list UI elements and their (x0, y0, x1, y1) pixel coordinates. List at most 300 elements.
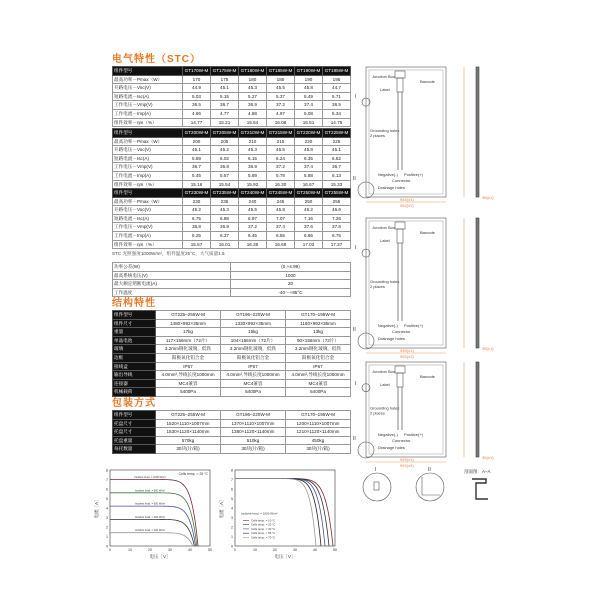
table-cell: 450kg (286, 436, 351, 445)
electrical-table-2 (112, 128, 351, 189)
y-tick-label: 3 (231, 515, 233, 520)
row-label: 单晶电池 (113, 336, 156, 345)
electrical-table-3 (112, 188, 351, 249)
table-cell: 5.89 (183, 154, 211, 163)
table-cell: 6.45 (239, 231, 267, 240)
table-cell: 45.3 (239, 146, 267, 155)
table-cell: GT170–195W-M (286, 411, 351, 420)
packing-table (112, 410, 351, 454)
table-cell: 3.2mm钢化玻璃，低铁 (221, 345, 286, 354)
row-label: 托盘重量 (113, 436, 156, 445)
table-cell: 45.1 (183, 146, 211, 155)
table-cell: 6.25 (183, 231, 211, 240)
label-icon (397, 229, 403, 243)
negative-label: Negative(-) (378, 323, 398, 328)
table-cell: 5.57 (211, 171, 239, 180)
junction-box-label: Junction Box (372, 369, 395, 374)
x-tick-label: 20 (273, 548, 277, 552)
table-cell: 570kg (156, 436, 221, 445)
table-row (113, 206, 351, 215)
table-cell: IP67 (156, 362, 221, 371)
table-cell: 6.13 (323, 171, 351, 180)
model-header: GT230W-M (183, 189, 211, 198)
series-label: Incident Irrad. = 1000 W/m² (134, 476, 166, 479)
row-label: 托盘尺寸 (113, 428, 156, 437)
table-cell: 195 (323, 75, 351, 84)
table-cell: 15.64 (239, 118, 267, 127)
table-row (113, 371, 351, 380)
table-row (113, 436, 351, 445)
side-profile (476, 362, 479, 457)
row-label: 工作电压－Vmp(V) (113, 163, 183, 172)
thickness-dim: 35(±1) (482, 346, 494, 351)
model-header: GT205W-M (211, 129, 239, 138)
table-cell: 阳极氧化铝合金 (221, 353, 286, 362)
spec-label: 最大额定熔断电流(A) (113, 280, 231, 289)
side-profile (476, 67, 479, 197)
inner-width-dim: 945(±1) (400, 457, 414, 462)
table-cell: 4.88 (239, 109, 267, 118)
table-cell: 1330×992×35mm (221, 319, 286, 328)
y-tick-label: 7 (231, 477, 233, 482)
y-axis-label: 电流［A］ (219, 497, 224, 519)
table-cell: 4.0mm²,导线长度1000mm (286, 371, 351, 380)
barcode-label: Barcode (420, 230, 435, 235)
table-cell: 6.97 (239, 214, 267, 223)
detail-ii-circle (416, 473, 444, 501)
table-cell: MC4兼容 (286, 379, 351, 388)
row-label: 最高功率－Pmax（W） (113, 137, 183, 146)
table-cell: 4.77 (211, 109, 239, 118)
legend-entry: Cells temp. = 10 °C (251, 518, 276, 523)
table-row (113, 336, 351, 345)
table-cell: 5.49 (295, 92, 323, 101)
model-header: GT190W-M (295, 67, 323, 76)
table-cell: MC4兼容 (221, 379, 286, 388)
table-row (113, 353, 351, 362)
detail-i-title: I (375, 467, 377, 473)
table-cell: 90×156mm（72片） (286, 336, 351, 345)
table-cell: 5400Pa (221, 388, 286, 397)
table-cell: 1370×1110×1007mm (221, 419, 286, 428)
x-tick-label: 30 (168, 548, 172, 552)
row-label: 最高功率－Pmax（W） (113, 75, 183, 84)
chart-annotation: Cells temp. = 25 °C (178, 472, 208, 476)
model-header: GT175W-M (211, 67, 239, 76)
table-cell: 15.54 (211, 180, 239, 189)
y-tick-label: 4 (231, 506, 233, 511)
width-dim: 992(±2) (400, 354, 414, 359)
table-row (113, 214, 351, 223)
table-cell: 245 (267, 197, 295, 206)
table-cell: 45.2 (183, 206, 211, 215)
table-cell: 1380×1120×1140mm (221, 428, 286, 437)
junction-box-icon (395, 222, 405, 229)
legend-entry: Cells temp. = 70 °C (251, 535, 276, 540)
table-cell: 230 (183, 197, 211, 206)
table-cell: 5.15 (211, 92, 239, 101)
table-cell: 36.8 (211, 163, 239, 172)
label-icon (397, 373, 403, 387)
x-tick-label: 0 (234, 548, 236, 552)
table-cell: 17.37 (323, 240, 351, 249)
model-header: GT195W-M (323, 67, 351, 76)
spec-row (113, 288, 351, 297)
table-cell: 4.97 (267, 109, 295, 118)
model-header: GT200W-M (183, 129, 211, 138)
table-cell: 36.9 (239, 163, 267, 172)
legend-entry: Cells temp. = 25 °C (251, 522, 276, 527)
row-label: 开路电压－Voc(V) (113, 84, 183, 93)
section-profile (472, 479, 488, 499)
row-label: 托盘尺寸 (113, 419, 156, 428)
table-cell: 220 (295, 137, 323, 146)
table-cell: 37.6 (295, 223, 323, 232)
table-row (113, 311, 351, 320)
model-header: GT225W-M (323, 129, 351, 138)
table-cell: 45.1 (323, 146, 351, 155)
spec-label: 最高系统电压(V) (113, 271, 231, 280)
table-cell: 16.69 (267, 240, 295, 249)
table-cell: 15.16 (183, 180, 211, 189)
table-cell: 6.55 (267, 231, 295, 240)
spec-value: (0,+4.99) (231, 263, 351, 272)
table-cell: 3.2mm钢化玻璃，低铁 (286, 345, 351, 354)
x-tick-label: 40 (313, 548, 317, 552)
table-cell: 45.5 (267, 84, 295, 93)
table-cell: 14.75 (323, 118, 351, 127)
table-header (113, 129, 351, 138)
table-row (113, 411, 351, 420)
positive-label: Positive(+) (404, 323, 424, 328)
label-label: Label (380, 382, 390, 387)
y-tick-label: 6 (231, 487, 233, 492)
model-header: GT240W-M (239, 189, 267, 198)
table-cell: 37.8 (323, 223, 351, 232)
x-tick-label: 50 (333, 548, 337, 552)
table-cell: 30块(片/箱) (156, 445, 221, 454)
table-cell: 1530×1120×1140mm (156, 428, 221, 437)
row-label: 最高功率－Pmax（W） (113, 197, 183, 206)
row-label: 工作电压－Vmp(V) (113, 101, 183, 110)
table-cell: 6.65 (295, 231, 323, 240)
table-cell: 36.5 (183, 101, 211, 110)
row-label: 短路电流－Isc(A) (113, 92, 183, 101)
model-header: GT210W-M (239, 129, 267, 138)
spec-row (113, 280, 351, 289)
row-label: 重量 (113, 328, 156, 337)
model-header: GT180W-M (239, 67, 267, 76)
table-row (113, 146, 351, 155)
detail-ii-label: II (353, 327, 356, 333)
y-tick-label: 1 (231, 534, 233, 539)
table-cell: 3.2mm钢化玻璃，低铁 (156, 345, 221, 354)
table-row (113, 419, 351, 428)
table-header (113, 189, 351, 198)
table-cell: 185 (267, 75, 295, 84)
table-cell: IP67 (221, 362, 286, 371)
thickness-dim: 35(±1) (482, 195, 494, 200)
row-label: 接线盒 (113, 362, 156, 371)
x-tick-label: 50 (208, 548, 212, 552)
table-cell: 15.92 (239, 180, 267, 189)
y-tick-label: 0 (231, 544, 233, 549)
table-cell: 4.0mm²,导线长度1000mm (156, 371, 221, 380)
grounding-places-label: 2 places (370, 284, 385, 289)
row-label: 组件型号 (113, 67, 183, 76)
grounding-holes-label: Grounding holes (370, 279, 400, 284)
table-cell: 5.71 (323, 92, 351, 101)
y-tick-label: 8 (106, 468, 108, 473)
drainage-holes-label: Drainage holes (378, 445, 405, 450)
detail-ii-label: II (353, 436, 356, 442)
y-tick-label: 6 (106, 487, 108, 492)
table-cell: 17kg (156, 328, 221, 337)
table-cell: 46.2 (295, 206, 323, 215)
table-cell: 4.66 (183, 109, 211, 118)
row-label: 组件型号 (113, 411, 156, 420)
table-cell: GT196–220W-M (221, 311, 286, 320)
table-row (113, 171, 351, 180)
table-cell: 45.8 (295, 84, 323, 93)
spec-value: 1000 (231, 271, 351, 280)
row-label: 工作电流－Imp(A) (113, 171, 183, 180)
table-cell: 255 (323, 197, 351, 206)
table-cell: 1520×1110×1007mm (156, 419, 221, 428)
table-cell: 240 (239, 197, 267, 206)
electrical-table-1 (112, 66, 351, 127)
table-cell: 36.5 (323, 101, 351, 110)
table-cell: 5400Pa (286, 388, 351, 397)
table-cell: 17.03 (295, 240, 323, 249)
table-cell: 37.2 (267, 163, 295, 172)
model-header: GT245W-M (267, 189, 295, 198)
table-cell: 45.2 (211, 146, 239, 155)
row-label: 短路电流－Isc(A) (113, 154, 183, 163)
side-profile (476, 218, 479, 348)
spec-label: 工作温度 (113, 288, 231, 297)
spec-row (113, 271, 351, 280)
spec-value: -40～+85°C (231, 288, 351, 297)
table-cell: MC4兼容 (156, 379, 221, 388)
model-header: GT235W-M (211, 189, 239, 198)
junction-box-icon (395, 366, 405, 373)
connector-label: Connector (392, 329, 411, 334)
model-header: GT170W-M (183, 67, 211, 76)
junction-box-label: Junction Box (372, 74, 395, 79)
table-cell: 13kg (286, 328, 351, 337)
y-tick-label: 0 (106, 544, 108, 549)
spec-label: 功率公差(W) (113, 263, 231, 272)
table-cell: 44.9 (183, 84, 211, 93)
table-cell: 180 (239, 75, 267, 84)
table-cell: 15.33 (323, 180, 351, 189)
iv-curve-irradiance-chart (92, 462, 220, 572)
table-row (113, 137, 351, 146)
table-row (113, 154, 351, 163)
table-cell: 16.30 (267, 180, 295, 189)
row-label: 机械载荷 (113, 388, 156, 397)
table-cell: 1480×992×35mm (156, 319, 221, 328)
thickness-dim: 35(±1) (482, 455, 494, 460)
table-cell: 1200×1110×1007mm (286, 419, 351, 428)
row-label: 组件型号 (113, 129, 183, 138)
junction-box-label: Junction Box (372, 225, 395, 230)
x-tick-label: 10 (253, 548, 257, 552)
table-row (113, 345, 351, 354)
table-cell: 45.5 (267, 146, 295, 155)
table-row (113, 379, 351, 388)
table-cell: 5.34 (323, 109, 351, 118)
grounding-holes-label: Grounding holes (370, 405, 400, 411)
table-row (113, 231, 351, 240)
table-row (113, 84, 351, 93)
positive-label: Positive(+) (404, 172, 424, 177)
x-tick-label: 30 (293, 548, 297, 552)
x-tick-label: 10 (128, 548, 132, 552)
spec-value: 20 (231, 280, 351, 289)
drainage-holes-label: Drainage holes (378, 185, 405, 190)
table-cell: 45.8 (295, 146, 323, 155)
row-label: 玻璃 (113, 345, 156, 354)
table-cell: 15kg (221, 328, 286, 337)
row-label: 组件效率－ηm（%） (113, 240, 183, 249)
x-tick-label: 0 (109, 548, 111, 552)
grounding-places-label: 2 places (370, 133, 385, 138)
model-header: GT215W-M (267, 129, 295, 138)
table-cell: 36.7 (323, 163, 351, 172)
table-cell: 37.4 (295, 163, 323, 172)
table-cell: 37.2 (267, 101, 295, 110)
grounding-places-label: 2 places (370, 410, 385, 416)
table-cell: 6.24 (267, 154, 295, 163)
table-cell: 36.7 (183, 163, 211, 172)
detail-ii-label: II (353, 176, 356, 182)
spec-row (113, 263, 351, 272)
table-row (113, 388, 351, 397)
row-label: 输出导线 (113, 371, 156, 380)
y-tick-label: 4 (106, 506, 108, 511)
table-cell: 5400Pa (156, 388, 221, 397)
y-tick-label: 8 (231, 468, 233, 473)
table-row (113, 197, 351, 206)
x-axis-label: 电压［V］ (149, 554, 171, 559)
table-cell: 阳极氧化铝合金 (156, 353, 221, 362)
table-cell: 6.75 (323, 231, 351, 240)
table-cell: 36.8 (183, 223, 211, 232)
row-label: 开路电压－Voc(V) (113, 146, 183, 155)
table-row (113, 319, 351, 328)
table-cell: GT225–255W-M (156, 411, 221, 420)
row-label: 工作电流－Imp(A) (113, 109, 183, 118)
row-label: 组件尺寸 (113, 319, 156, 328)
series-label: Incident Irrad. = 800 W/m² (134, 489, 166, 493)
row-label: 连接器 (113, 379, 156, 388)
table-cell: 510kg (221, 436, 286, 445)
structure-table (112, 310, 351, 397)
row-label: 边框 (113, 353, 156, 362)
table-row (113, 223, 351, 232)
table-cell: 45.3 (211, 206, 239, 215)
table-cell: 37.4 (267, 223, 295, 232)
table-row (113, 101, 351, 110)
table-row (113, 445, 351, 454)
table-cell: 16.67 (295, 180, 323, 189)
model-header: GT220W-M (295, 129, 323, 138)
module-drawing (352, 55, 600, 515)
table-cell: 175 (211, 75, 239, 84)
series-label: Incident Irrad. = 400 W/m² (134, 515, 166, 519)
table-row (113, 163, 351, 172)
table-cell: 37.4 (295, 101, 323, 110)
row-label: 组件型号 (113, 189, 183, 198)
row-label: 工作电压－Vmp(V) (113, 223, 183, 232)
table-cell: 36.7 (211, 101, 239, 110)
table-cell: 16.51 (295, 118, 323, 127)
table-cell: 225 (323, 137, 351, 146)
connector-label: Connector (392, 438, 411, 443)
table-cell: 16.35 (239, 240, 267, 249)
table-cell: 45.8 (267, 206, 295, 215)
label-icon (397, 78, 403, 92)
label-label: Label (380, 87, 390, 92)
y-tick-label: 3 (106, 515, 108, 520)
table-cell: 36.9 (211, 223, 239, 232)
table-row (113, 109, 351, 118)
width-dim: 992(±2) (400, 203, 414, 208)
table-cell: 5.69 (239, 171, 267, 180)
table-cell: 190 (295, 75, 323, 84)
x-axis-label: 电压［V］ (274, 554, 296, 559)
table-row (113, 428, 351, 437)
junction-box-icon (395, 71, 405, 78)
x-tick-label: 20 (148, 548, 152, 552)
table-cell: GT196–220W-M (221, 411, 286, 420)
table-cell: 6.15 (239, 154, 267, 163)
negative-label: Negative(-) (378, 172, 398, 177)
table-cell: 7.16 (295, 214, 323, 223)
spec-table (112, 262, 351, 297)
y-tick-label: 5 (106, 496, 108, 501)
table-cell: 235 (211, 197, 239, 206)
table-cell: GT170–195W-M (286, 311, 351, 320)
table-row (113, 362, 351, 371)
table-cell: 30块(片/箱) (286, 445, 351, 454)
y-tick-label: 2 (106, 525, 108, 530)
table-cell: 16.01 (211, 240, 239, 249)
frame-corner-detail (422, 477, 440, 495)
row-label: 开路电压－Voc(V) (113, 206, 183, 215)
barcode-label: Barcode (420, 79, 435, 84)
table-cell: 210 (239, 137, 267, 146)
table-cell: 15.21 (211, 118, 239, 127)
table-cell: 45.5 (239, 206, 267, 215)
row-label: 每托数量 (113, 445, 156, 454)
row-label: 短路电流－Isc(A) (113, 214, 183, 223)
table-cell: 30块(片/箱) (221, 445, 286, 454)
table-cell: 37.2 (239, 223, 267, 232)
table-cell: 1160×992×35mm (286, 319, 351, 328)
table-cell: 104×156mm（72片） (221, 336, 286, 345)
iv-curve-temperature-chart (217, 462, 347, 572)
inner-width-dim: 945(±1) (400, 197, 414, 202)
x-tick-label: 40 (188, 548, 192, 552)
detail-i-circle (363, 473, 391, 501)
table-cell: 6.62 (323, 154, 351, 163)
table-cell: 阳极氧化铝合金 (286, 353, 351, 362)
legend-entry: Cells temp. = 40 °C (251, 526, 276, 531)
series-label: Incident Irrad. = 600 W/m² (134, 502, 166, 506)
